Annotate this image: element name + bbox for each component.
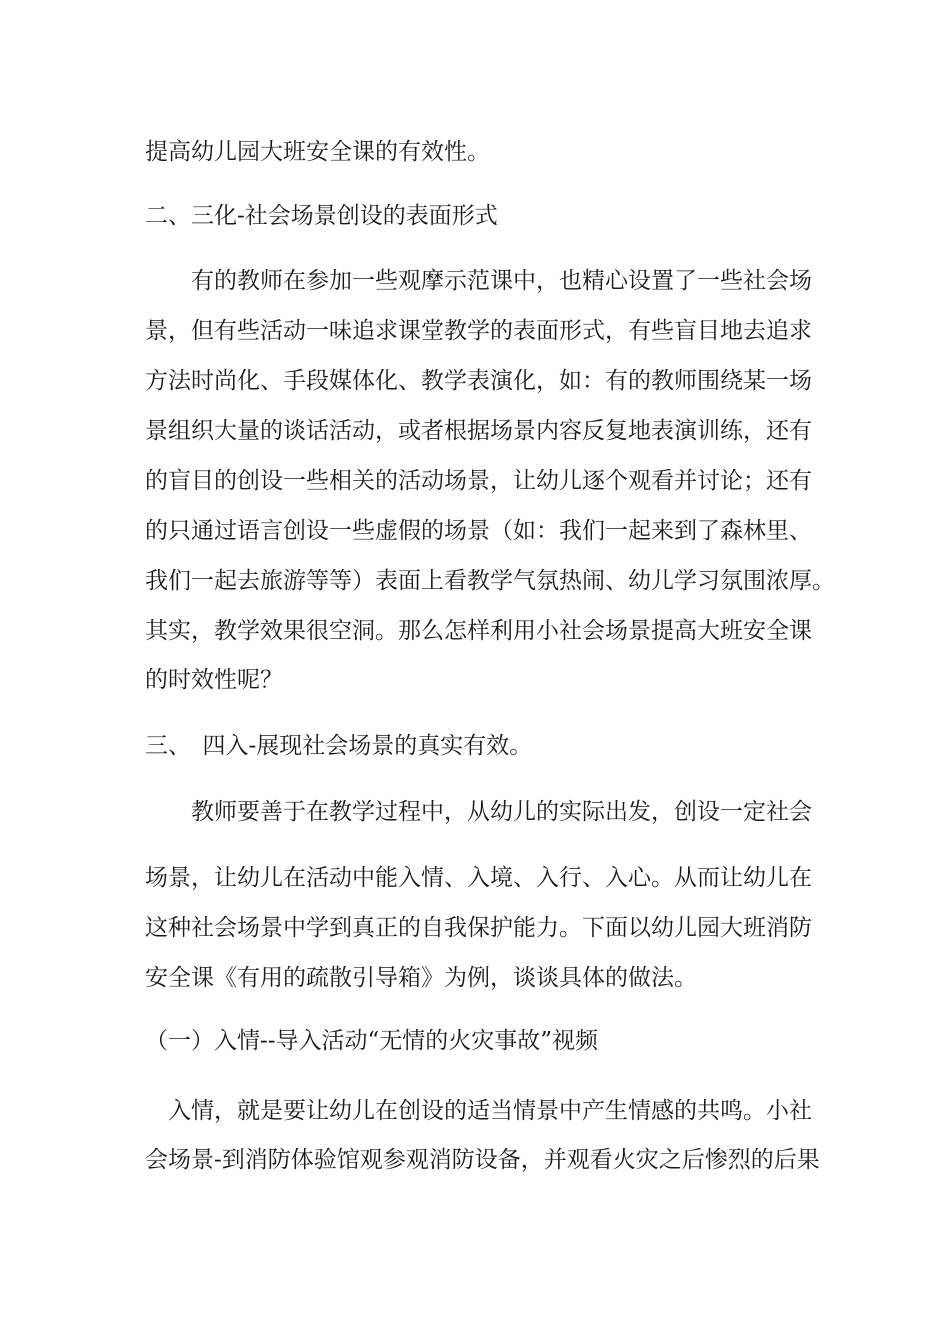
paragraph-line: 的盲目的创设一些相关的活动场景，让幼儿逐个观看并讨论；还有 — [145, 468, 812, 494]
section-heading: 二、三化-社会场景创设的表面形式 — [145, 203, 498, 229]
paragraph-line: 景组织大量的谈话活动，或者根据场景内容反复地表演训练，还有 — [145, 418, 812, 444]
paragraph-line: 方法时尚化、手段媒体化、教学表演化，如：有的教师围绕某一场 — [145, 368, 812, 394]
paragraph-line: 有的教师在参加一些观摩示范课中，也精心设置了一些社会场 — [145, 268, 812, 294]
paragraph-line: 场景，让幼儿在活动中能入情、入境、入行、入心。从而让幼儿在 — [145, 865, 812, 891]
subsection-heading: （一）入情--导入活动“无情的火灾事故”视频 — [145, 1028, 599, 1054]
paragraph-line: 会场景-到消防体验馆观参观消防设备，并观看火灾之后惨烈的后果 — [145, 1147, 820, 1173]
paragraph-line: 其实，教学效果很空洞。那么怎样利用小社会场景提高大班安全课 — [145, 618, 812, 644]
paragraph-line: 安全课《有用的疏散引导箱》为例，谈谈具体的做法。 — [145, 965, 697, 991]
paragraph-line: 的时效性呢？ — [145, 667, 283, 693]
paragraph-line: 我们一起去旅游等等）表面上看教学气氛热闹、幼儿学习氛围浓厚。 — [145, 568, 835, 594]
paragraph-line: 入情，就是要让幼儿在创设的适当情景中产生情感的共鸣。小社 — [145, 1098, 812, 1124]
paragraph-line: 教师要善于在教学过程中，从幼儿的实际出发，创设一定社会 — [145, 799, 812, 825]
section-heading: 三、 四入-展现社会场景的真实有效。 — [145, 733, 533, 759]
paragraph-line: 景，但有些活动一味追求课堂教学的表面形式，有些盲目地去追求 — [145, 318, 812, 344]
paragraph-line: 这种社会场景中学到真正的自我保护能力。下面以幼儿园大班消防 — [145, 915, 812, 941]
paragraph-line: 提高幼儿园大班安全课的有效性。 — [145, 139, 490, 165]
paragraph-line: 的只通过语言创设一些虚假的场景（如：我们一起来到了森林里、 — [145, 518, 812, 544]
